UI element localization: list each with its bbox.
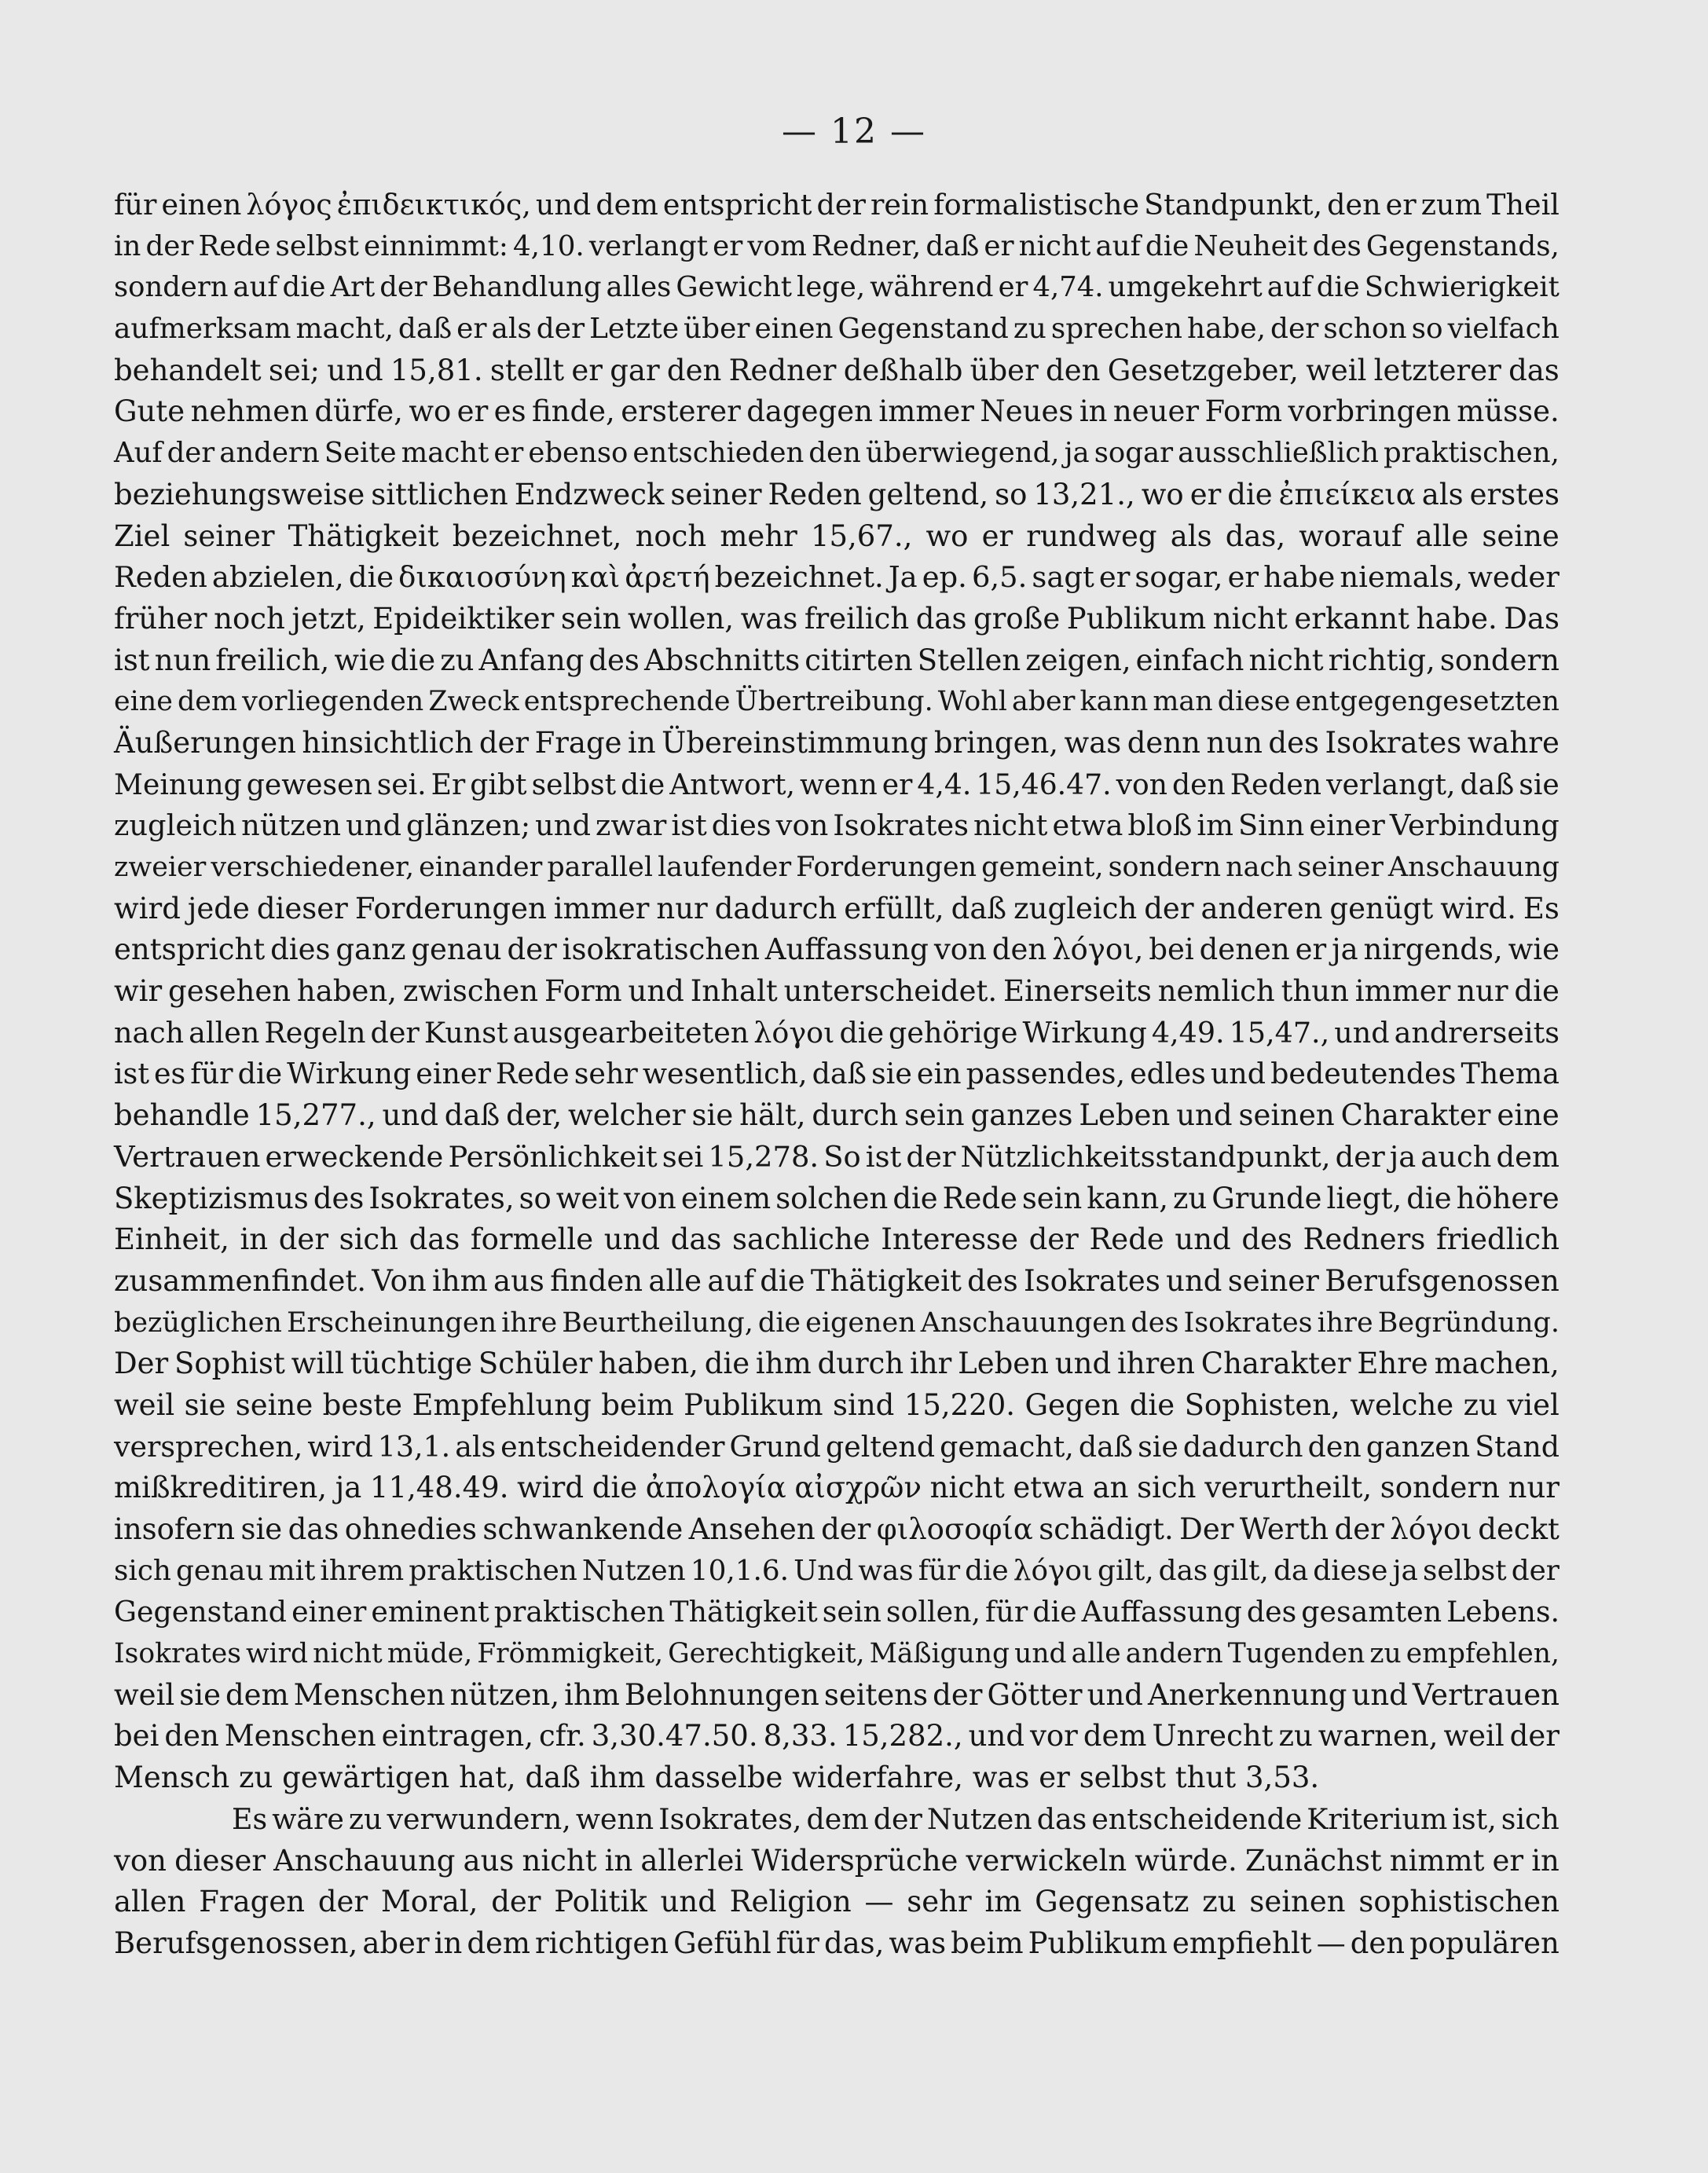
paragraph [114, 185, 1560, 1799]
text-line: Reden abzielen, die δικαιοσύνη καὶ ἀρετή bezeichnet. Ja ep. 6,5. sagt er sogar, er habe niemals, weder [114, 560, 1560, 595]
text-line: bei den Menschen eintragen, cfr. 3,30.47.50. 8,33. 15,282., und vor dem Unrecht zu warnen, weil der [114, 1719, 1560, 1753]
text-line: früher noch jetzt, Epideiktiker sein wollen, was freilich das große Publikum nicht erkannt habe. Das [114, 601, 1560, 636]
text-line: wir gesehen haben, zwischen Form und Inhalt unterscheidet. Einerseits nemlich thun immer nur die [114, 974, 1560, 1009]
text-line: beziehungsweise sittlichen Endzweck seiner Reden geltend, so 13,21., wo er die ἐπιείκεια als erstes [114, 477, 1560, 511]
text-line: behandle 15,277., und daß der, welcher sie hält, durch sein ganzes Leben und seinen Charakter eine [114, 1098, 1560, 1133]
text-line: Vertrauen erweckende Persönlichkeit sei 15,278. So ist der Nützlichkeitsstandpunkt, der ja auch dem [114, 1139, 1560, 1174]
text-line: behandelt sei; und 15,81. stellt er gar den Redner deßhalb über den Gesetzgeber, weil letzterer das [114, 353, 1560, 387]
text-line: Einheit, in der sich das formelle und das sachliche Interesse der Rede und des Redners friedlich [114, 1222, 1560, 1257]
text-line: Es wäre zu verwundern, wenn Isokrates, dem der Nutzen das entscheidende Kriterium ist, sich [232, 1801, 1560, 1836]
text-line: aufmerksam macht, daß er als der Letzte über einen Gegenstand zu sprechen habe, der schon so vielfach [114, 313, 1560, 346]
text-line: Gegenstand einer eminent praktischen Thätigkeit sein sollen, für die Auffassung des gesamten Lebens. [114, 1595, 1560, 1629]
text-line: nach allen Regeln der Kunst ausgearbeiteten λόγοι die gehörige Wirkung 4,49. 15,47., und andrerseits [114, 1015, 1560, 1050]
text-line: mißkreditiren, ja 11,48.49. wird die ἀπολογία αἰσχρῶν nicht etwa an sich verurtheilt, sondern nur [114, 1471, 1560, 1505]
text-line: bezüglichen Erscheinungen ihre Beurtheilung, die eigenen Anschauungen des Isokrates ihre Begründung. [114, 1306, 1560, 1339]
text-line: insofern sie das ohnedies schwankende Ansehen der φιλοσοφία schädigt. Der Werth der λόγοι deckt [114, 1512, 1560, 1546]
text-line: Isokrates wird nicht müde, Frömmigkeit, Gerechtigkeit, Mäßigung und alle andern Tugenden zu empfehlen, [114, 1638, 1560, 1670]
text-line: Der Sophist will tüchtige Schüler haben, die ihm durch ihr Leben und ihren Charakter Ehre machen, [114, 1347, 1560, 1381]
text-line: zusammenfindet. Von ihm aus finden alle auf die Thätigkeit des Isokrates und seiner Berufsgenossen [114, 1263, 1560, 1298]
text-line: Gute nehmen dürfe, wo er es finde, ersterer dagegen immer Neues in neuer Form vorbringen müsse. [114, 394, 1560, 429]
text-line: zweier verschiedener, einander parallel laufender Forderungen gemeint, sondern nach seiner Anschauung [114, 852, 1560, 883]
text-line: für einen λόγος ἐπιδεικτικός, und dem entspricht der rein formalistische Standpunkt, den er zum Theil [114, 188, 1560, 222]
text-line: ist nun freilich, wie die zu Anfang des Abschnitts citirten Stellen zeigen, einfach nicht richtig, sondern [114, 643, 1560, 677]
text-line: allen Fragen der Moral, der Politik und Religion — sehr im Gegensatz zu seinen sophistischen [114, 1885, 1560, 1919]
text-line: zugleich nützen und glänzen; und zwar ist dies von Isokrates nicht etwa bloß im Sinn einer Verbindung [114, 808, 1560, 843]
page-number: — 12 — [782, 112, 926, 152]
paragraph [114, 1799, 1560, 1965]
text-line: Skeptizismus des Isokrates, so weit von einem solchen die Rede sein kann, zu Grunde liegt, die höhere [114, 1181, 1560, 1215]
text-line: sondern auf die Art der Behandlung alles Gewicht lege, während er 4,74. umgekehrt auf die Schwierigkeit [114, 271, 1560, 304]
text-line: ist es für die Wirkung einer Rede sehr wesentlich, daß sie ein passendes, edles und bedeutendes Thema [114, 1057, 1560, 1091]
text-line: in der Rede selbst einnimmt: 4,10. verlangt er vom Redner, daß er nicht auf die Neuheit des Gegenstands, [114, 229, 1560, 262]
text-line: Ziel seiner Thätigkeit bezeichnet, noch mehr 15,67., wo er rundweg als das, worauf alle seine [114, 519, 1560, 553]
text-line: entspricht dies ganz genau der isokratischen Auffassung von den λόγοι, bei denen er ja nirgends, wie [114, 933, 1560, 967]
body-text [114, 185, 1560, 1965]
text-line: Mensch zu gewärtigen hat, daß ihm dasselbe widerfahre, was er selbst thut 3,53. [114, 1761, 1320, 1795]
text-line: Meinung gewesen sei. Er gibt selbst die Antwort, wenn er 4,4. 15,46.47. von den Reden verlangt, daß sie [114, 767, 1560, 801]
text-line: versprechen, wird 13,1. als entscheidender Grund geltend gemacht, daß sie dadurch den ganzen Stand [114, 1429, 1560, 1464]
text-line: Auf der andern Seite macht er ebenso entschieden den überwiegend, ja sogar ausschließlich praktischen, [114, 437, 1560, 470]
text-line: sich genau mit ihrem praktischen Nutzen 10,1.6. Und was für die λόγοι gilt, das gilt, da diese ja selbst der [114, 1554, 1560, 1587]
text-line: Äußerungen hinsichtlich der Frage in Übereinstimmung bringen, was denn nun des Isokrates wahre [114, 725, 1560, 760]
text-line: weil sie seine beste Empfehlung beim Publikum sind 15,220. Gegen die Sophisten, welche zu viel [114, 1387, 1560, 1422]
text-line: eine dem vorliegenden Zweck entsprechende Übertreibung. Wohl aber kann man diese entgegengesetzten [114, 686, 1560, 718]
text-line: Berufsgenossen, aber in dem richtigen Gefühl für das, was beim Publikum empfiehlt — den populären [114, 1926, 1560, 1960]
text-line: von dieser Anschauung aus nicht in allerlei Widersprüche verwickeln würde. Zunächst nimmt er in [114, 1843, 1560, 1878]
text-line: wird jede dieser Forderungen immer nur dadurch erfüllt, daß zugleich der anderen genügt wird. Es [114, 891, 1560, 925]
text-line: weil sie dem Menschen nützen, ihm Belohnungen seitens der Götter und Anerkennung und Vertrauen [114, 1677, 1560, 1712]
